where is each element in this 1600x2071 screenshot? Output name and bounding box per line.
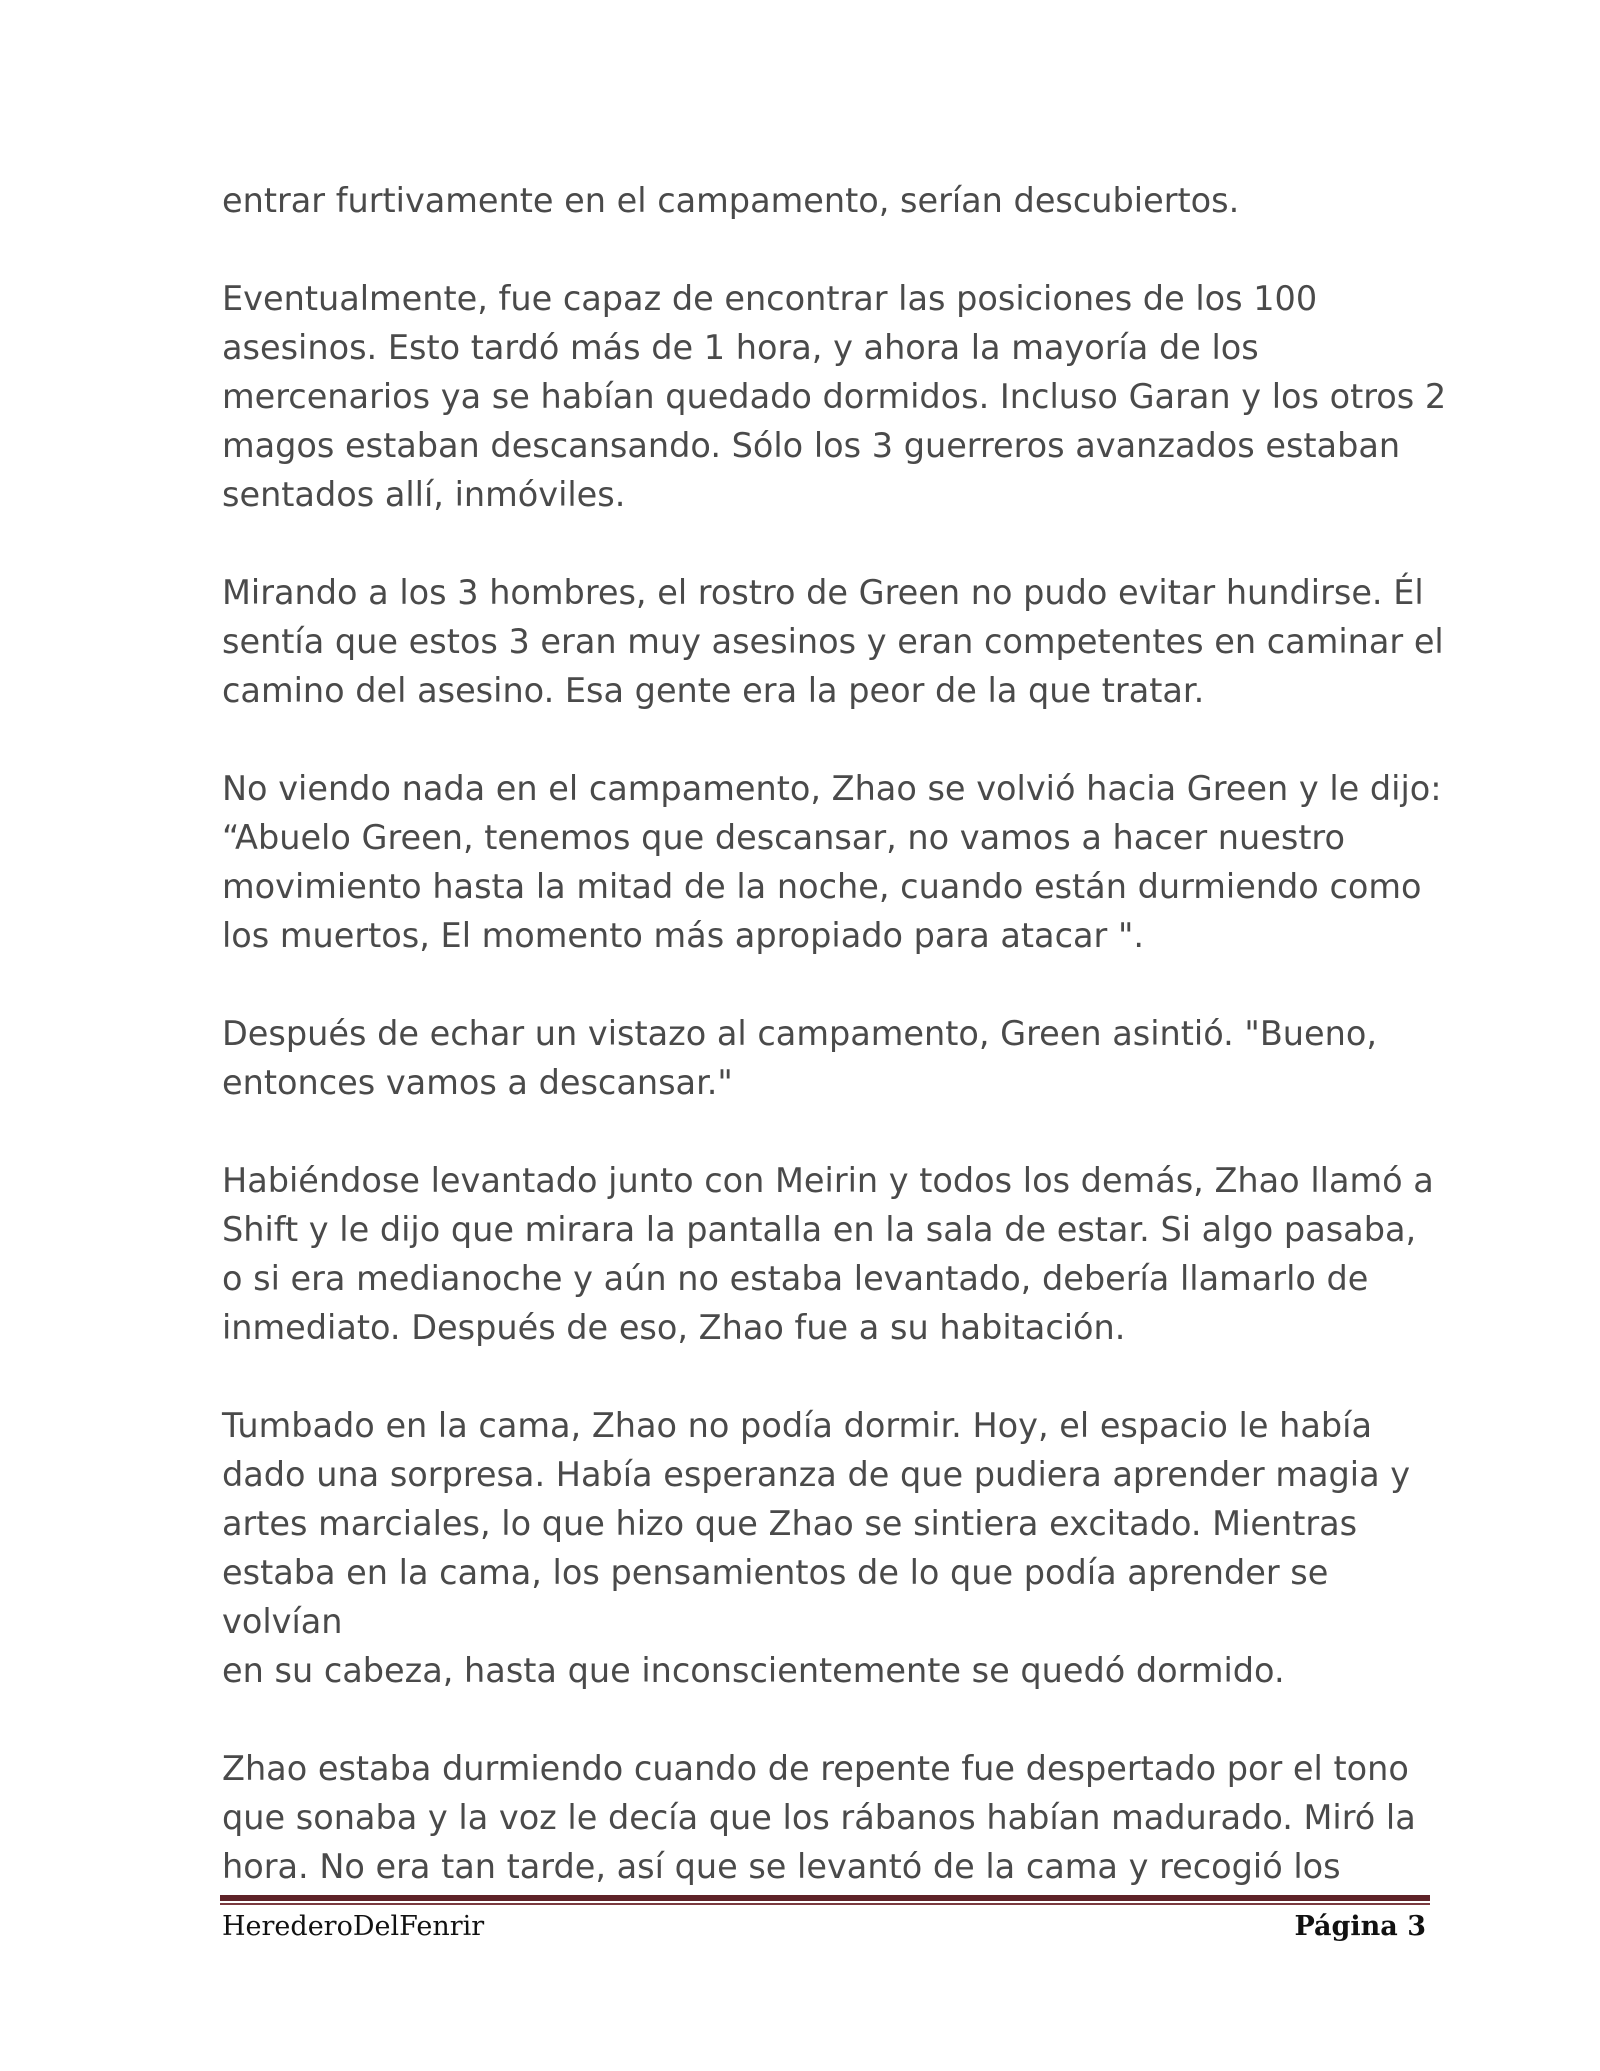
- footer-page-number: [1294, 1910, 1426, 1944]
- paragraph: entrar furtivamente en el campamento, serían descubiertos.: [222, 181, 1240, 220]
- footer-divider-thick: [220, 1895, 1430, 1901]
- page-label: Página: [1294, 1911, 1398, 1942]
- paragraph: Después de echar un vistazo al campamento, Green asintió. "Bueno, entonces vamos a descansar.": [222, 1014, 1378, 1102]
- page-number: 3: [1407, 1911, 1426, 1942]
- footer-divider: [220, 1895, 1430, 1906]
- paragraph: Eventualmente, fue capaz de encontrar las posiciones de los 100 asesinos. Esto tardó más de 1 hora, y ahora la mayoría de los mercenarios ya se habían quedado dormidos. Incluso Garan y los otros 2 magos estaban descansando. Sólo los 3 guerreros avanzados estaban sentados allí, inmóviles.: [222, 279, 1447, 514]
- footer-author: HerederoDelFenrir: [222, 1911, 485, 1942]
- footer-divider-thin: [220, 1903, 1430, 1905]
- paragraph: Habiéndose levantado junto con Meirin y todos los demás, Zhao llamó a Shift y le dijo que mirara la pantalla en la sala de estar. Si algo pasaba, o si era medianoche y aún no estaba levantado, debería llamarlo de inmediato. Después de eso, Zhao fue a su habitación.: [222, 1161, 1434, 1347]
- paragraph: Zhao estaba durmiendo cuando de repente fue despertado por el tono que sonaba y la voz le decía que los rábanos habían madurado. Miró la hora. No era tan tarde, así que se levantó de la cama y recogió los: [222, 1749, 1416, 1886]
- paragraph: Mirando a los 3 hombres, el rostro de Green no pudo evitar hundirse. Él sentía que estos 3 eran muy asesinos y eran competentes en caminar el camino del asesino. Esa gente era la peor de la que tratar.: [222, 573, 1444, 710]
- paragraph: No viendo nada en el campamento, Zhao se volvió hacia Green y le dijo: “Abuelo Green, tenemos que descansar, no vamos a hacer nuestro movimiento hasta la mitad de la noche, cuando están durmiendo como los muertos, El momento más apropiado para atacar ".: [222, 769, 1442, 955]
- body-text: [222, 176, 1454, 1891]
- paragraph: Tumbado en la cama, Zhao no podía dormir. Hoy, el espacio le había dado una sorpresa. Había esperanza de que pudiera aprender magia y artes marciales, lo que hizo que Zhao se sintiera excitado. Mientras estaba en la cama, los pensamientos de lo que podía aprender se volvían en su cabeza, hasta que inconscientemente se quedó dormido.: [222, 1406, 1411, 1690]
